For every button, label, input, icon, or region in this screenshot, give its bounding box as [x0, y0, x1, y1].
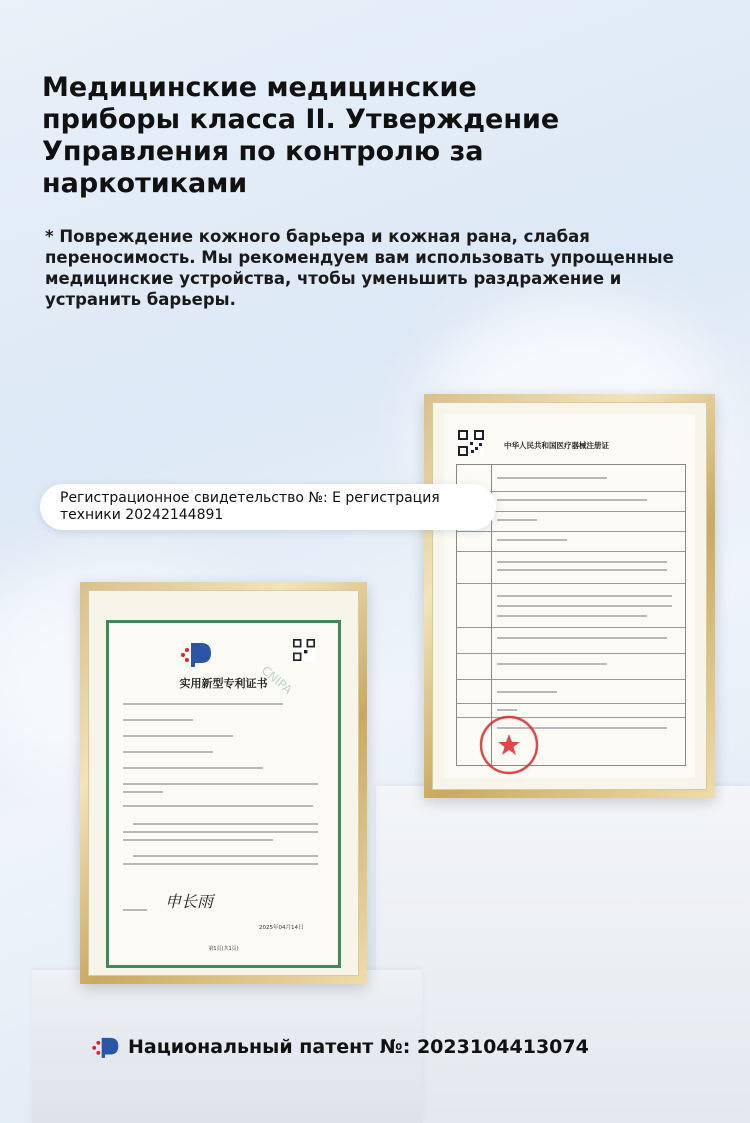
registration-number-label: Регистрационное свидетельство №: E регистрация техники 20242144891: [60, 490, 440, 523]
patent-page-number: 第1页(共1页): [208, 946, 239, 952]
pedestal-right: [376, 786, 750, 1123]
registration-certificate-frame: [424, 394, 715, 798]
page-title: Медицинские медицинские приборы класса II. Утверждение Управления по контролю за наркотиками: [42, 72, 560, 199]
patent-signature: 申长雨: [165, 892, 214, 911]
official-seal-icon: [478, 714, 540, 776]
patent-certificate-title: 实用新型专利证书: [179, 677, 268, 690]
patent-certificate-frame: [80, 582, 367, 984]
cnipa-logo-icon: [90, 1034, 120, 1060]
patent-number-line: [90, 1034, 589, 1060]
patent-date: 2025年04月14日: [259, 925, 304, 931]
patent-certificate: [106, 620, 341, 968]
page-subtitle: * Повреждение кожного барьера и кожная рана, слабая переносимость. Мы рекомендуем вам использовать упрощенные медицинские устройства, чтобы уменьшить раздражение и устранить барьеры.: [45, 227, 674, 309]
patent-watermark: CNIPA: [258, 663, 295, 697]
patent-number-label: Национальный патент №: 2023104413074: [128, 1036, 589, 1058]
registration-certificate: [444, 414, 695, 778]
qr-code-icon: [293, 639, 315, 661]
patent-logo-icon: [177, 641, 213, 667]
certificate-title: 中华人民共和国医疗器械注册证: [504, 441, 609, 450]
qr-code-icon: [458, 430, 484, 456]
